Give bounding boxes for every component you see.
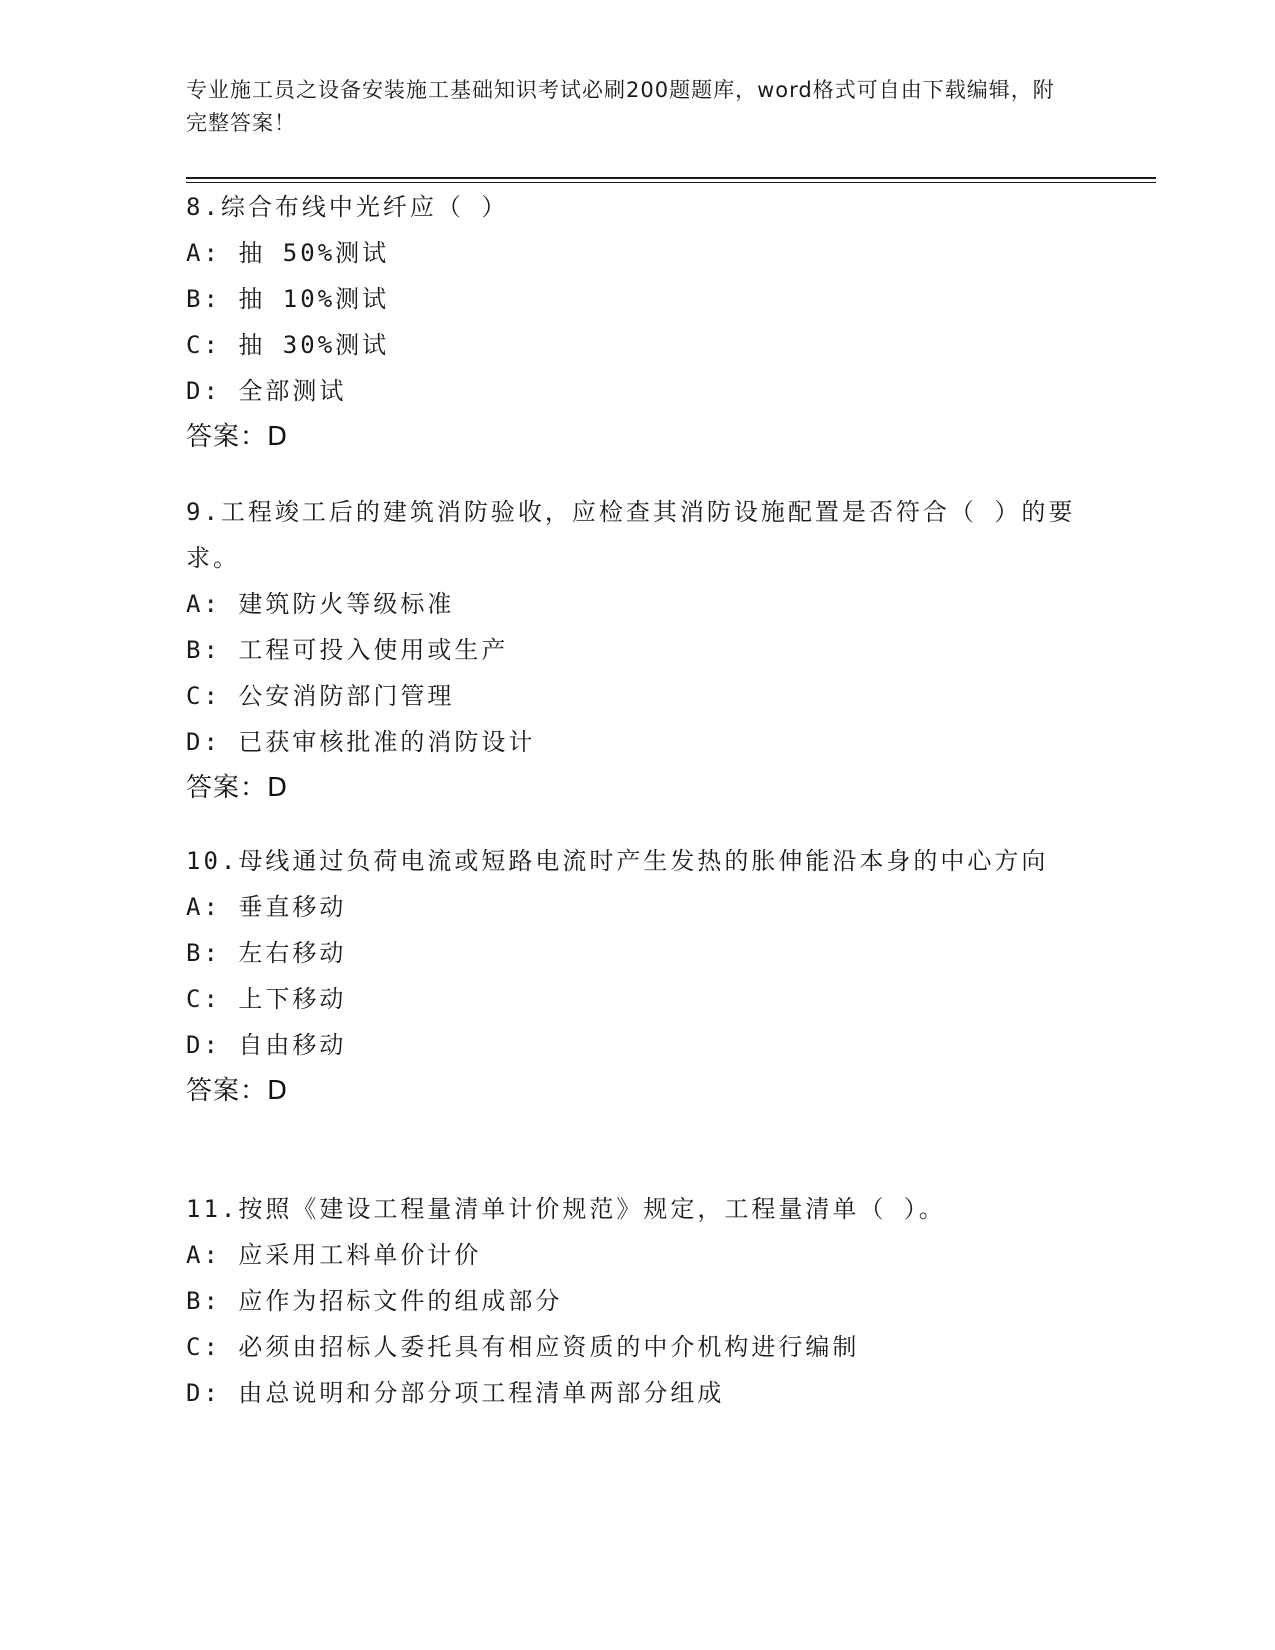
option-d: D: 已获审核批准的消防设计 <box>186 728 536 756</box>
answer-label: 答案：D <box>186 773 289 803</box>
option-a: A: 建筑防火等级标准 <box>186 590 455 618</box>
option-c: C: 公安消防部门管理 <box>186 682 455 710</box>
answer-label: 答案：D <box>186 1076 289 1106</box>
document-page <box>186 0 1156 1650</box>
document-title: 专业施工员之设备安装施工基础知识考试必刷200题题库，word格式可自由下载编辑，附完整答案！ <box>186 78 1055 135</box>
question-block <box>186 1186 1086 1416</box>
question-stem: 11.按照《建设工程量清单计价规范》规定，工程量清单（ ）。 <box>186 1195 946 1223</box>
option-c: C: 上下移动 <box>186 985 347 1013</box>
question-stem: 9.工程竣工后的建筑消防验收，应检查其消防设施配置是否符合（ ）的要求。 <box>186 498 1076 572</box>
option-d: D: 全部测试 <box>186 377 347 405</box>
question-stem: 8.综合布线中光纤应（ ） <box>186 193 509 221</box>
option-a: A: 抽 50%测试 <box>186 239 390 267</box>
question-block <box>186 489 1086 811</box>
option-b: B: 工程可投入使用或生产 <box>186 636 509 664</box>
option-c: C: 抽 30%测试 <box>186 331 390 359</box>
option-d: D: 由总说明和分部分项工程清单两部分组成 <box>186 1379 725 1407</box>
option-b: B: 左右移动 <box>186 939 347 967</box>
question-stem: 10.母线通过负荷电流或短路电流时产生发热的胀伸能沿本身的中心方向 <box>186 847 1049 875</box>
option-b: B: 应作为招标文件的组成部分 <box>186 1287 563 1315</box>
option-b: B: 抽 10%测试 <box>186 285 390 313</box>
question-block <box>186 184 1086 460</box>
answer-label: 答案：D <box>186 422 289 452</box>
question-block <box>186 838 1086 1114</box>
option-a: A: 垂直移动 <box>186 893 347 921</box>
option-d: D: 自由移动 <box>186 1031 347 1059</box>
option-a: A: 应采用工料单价计价 <box>186 1241 482 1269</box>
option-c: C: 必须由招标人委托具有相应资质的中介机构进行编制 <box>186 1333 860 1361</box>
header-divider <box>186 177 1156 183</box>
